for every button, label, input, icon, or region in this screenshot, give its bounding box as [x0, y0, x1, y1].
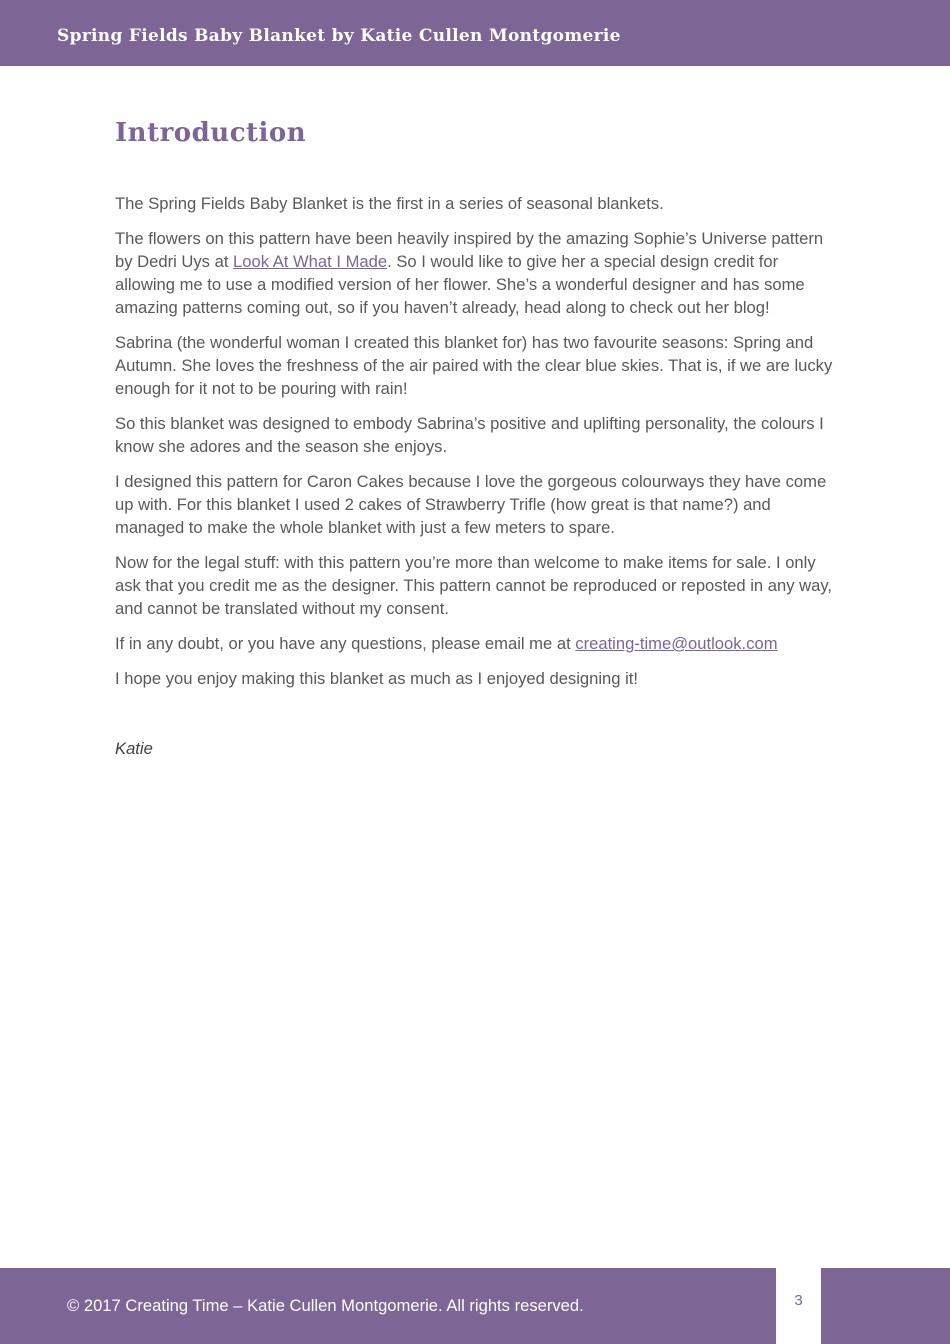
section-heading: Introduction — [115, 118, 307, 148]
document-title: Spring Fields Baby Blanket by Katie Cullen Montgomerie — [57, 26, 621, 46]
look-at-what-i-made-link[interactable]: Look At What I Made — [233, 252, 388, 271]
signature: Katie — [115, 739, 153, 758]
page-number: 3 — [794, 1292, 803, 1309]
paragraph-contact-text: If in any doubt, or you have any questions, please email me at — [115, 634, 576, 653]
main-content — [115, 112, 837, 760]
paragraph-inspiration-text-end: . So I would like to give her a special design credit for allowing me to use a modified version of her flower. She’s a wonderful designer and has some amazing patterns coming out, so if you haven’t already, head along to check out her blog! — [115, 252, 805, 317]
footer-band-right — [821, 1268, 950, 1344]
paragraph-legal: Now for the legal stuff: with this pattern you’re more than welcome to make items for sale. I only ask that you credit me as the designer. This pattern cannot be reproduced or reposted in any way, and cannot be translated without my consent. — [115, 553, 833, 618]
paragraph-intro: The Spring Fields Baby Blanket is the first in a series of seasonal blankets. — [115, 194, 664, 213]
paragraph-inspiration-text-start: The flowers on this pattern have been heavily inspired by the amazing Sophie’s Universe pattern by Dedri Uys at — [115, 229, 824, 271]
header-band — [0, 0, 950, 66]
paragraph-inspiration — [115, 227, 837, 319]
paragraph-sabrina: Sabrina (the wonderful woman I created this blanket for) has two favourite seasons: Spring and Autumn. She loves the freshness of the air paired with the clear blue skies. That is, if we are lucky enough for it not to be pouring with rain! — [115, 333, 833, 398]
paragraph-yarn: I designed this pattern for Caron Cakes because I love the gorgeous colourways they have come up with. For this blanket I used 2 cakes of Strawberry Trifle (how great is that name?) and managed to make the whole blanket with just a few meters to spare. — [115, 472, 827, 537]
copyright-notice: © 2017 Creating Time – Katie Cullen Montgomerie. All rights reserved. — [67, 1296, 584, 1315]
paragraph-contact — [115, 632, 837, 655]
paragraph-closing: I hope you enjoy making this blanket as much as I enjoyed designing it! — [115, 669, 639, 688]
paragraph-design-purpose: So this blanket was designed to embody Sabrina’s positive and uplifting personality, the colours I know she adores and the season she enjoys. — [115, 414, 824, 456]
email-link[interactable]: creating-time@outlook.com — [575, 634, 778, 653]
